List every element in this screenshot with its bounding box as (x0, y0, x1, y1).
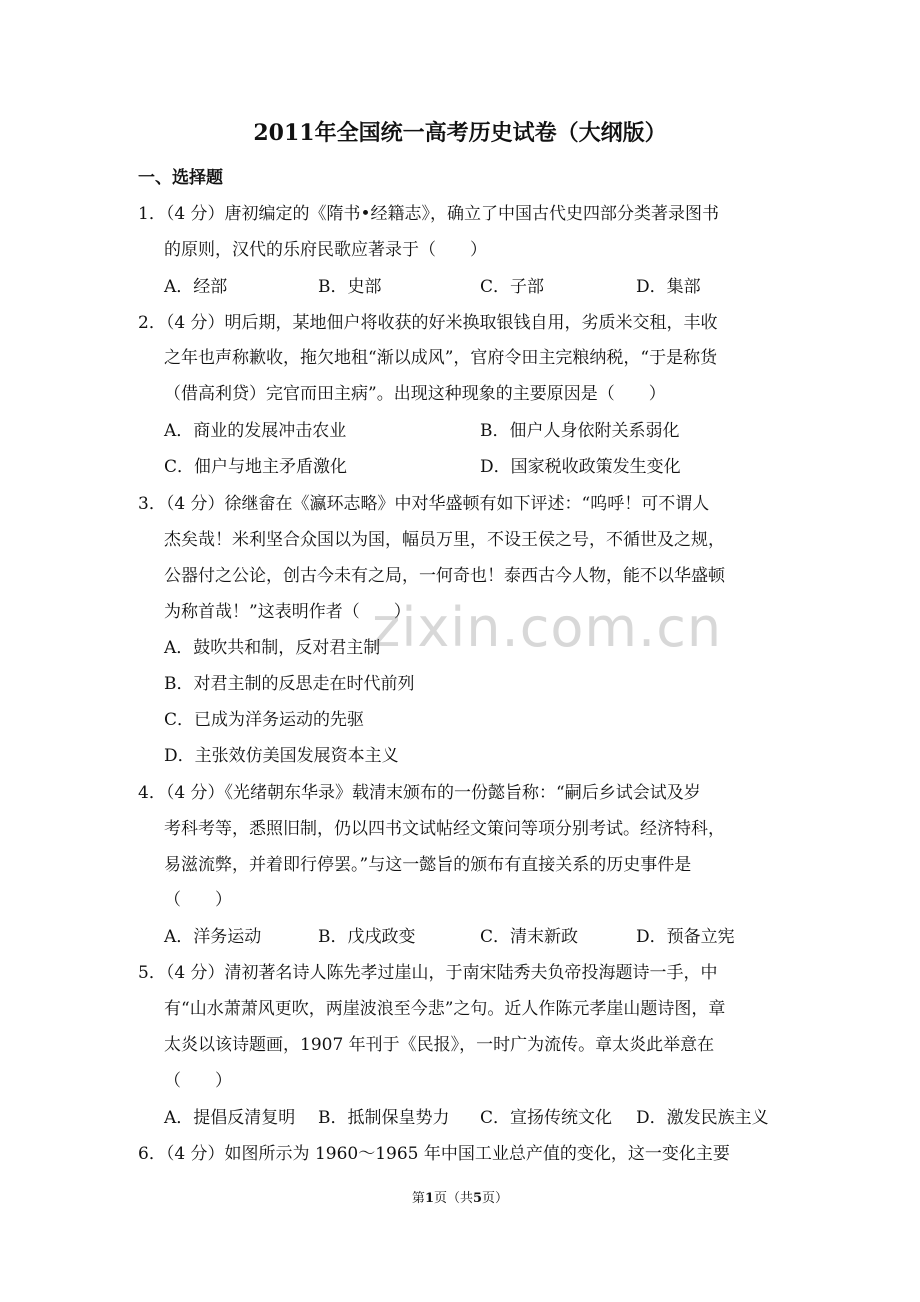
question-4-line-4: （ ） (164, 890, 232, 910)
question-4-option-b: B．戊戌政变 (318, 927, 416, 947)
question-1-line-2: 的原则，汉代的乐府民歌应著录于（ ） (164, 240, 487, 260)
question-1-option-d: D．集部 (636, 277, 701, 297)
page-footer (0, 1190, 920, 1208)
question-3-line-3: 公器付之公论，创古今未有之局，一何奇也！泰西古今人物，能不以华盛顿 (164, 566, 725, 586)
page-total: 5 (473, 1191, 483, 1206)
question-5-line-3: 太炎以该诗题画，1907 年刊于《民报》，一时广为流传。章太炎此举意在 (164, 1035, 715, 1055)
question-2-option-b: B．佃户人身依附关系弱化 (480, 421, 680, 441)
question-6-line-1: 6．（4 分）如图所示为 1960～1965 年中国工业总产值的变化，这一变化主要 (138, 1144, 730, 1164)
question-4-option-d: D．预备立宪 (636, 927, 735, 947)
question-4-line-1: 4．（4 分）《光绪朝东华录》载清末颁布的一份懿旨称：“嗣后乡试会试及岁 (138, 783, 701, 803)
question-2-line-1: 2．（4 分）明后期，某地佃户将收获的好米换取银钱自用，劣质米交租，丰收 (138, 313, 718, 333)
question-4-option-c: C．清末新政 (480, 927, 579, 947)
section-heading: 一、选择题 (138, 168, 223, 188)
exam-title: 2011年全国统一高考历史试卷（大纲版） (253, 120, 667, 146)
question-2-line-3: （借高利贷）完官而田主病”。出现这种现象的主要原因是（ ） (164, 384, 666, 404)
question-5-option-b: B．抵制保皇势力 (318, 1108, 450, 1128)
question-3-line-2: 杰矣哉！米利坚合众国以为国，幅员万里，不设王侯之号，不循世及之规， (164, 530, 725, 550)
question-1-option-a: A．经部 (164, 277, 228, 297)
question-5-line-2: 有“山水萧萧风更吹，两崖波浪至今悲”之句。近人作陈元孝崖山题诗图，章 (164, 999, 726, 1019)
question-5-line-4: （ ） (164, 1071, 232, 1091)
question-1-option-c: C．子部 (480, 277, 545, 297)
footer-prefix: 第 (411, 1191, 425, 1206)
question-5-option-c: C．宣扬传统文化 (480, 1108, 613, 1128)
page-number: 1 (424, 1191, 434, 1206)
question-3-line-4: 为称首哉！”这表明作者（ ） (164, 602, 411, 622)
footer-middle: 页（共 (433, 1191, 473, 1206)
watermark: zixin.com.cn (372, 596, 723, 659)
question-2-option-d: D．国家税收政策发生变化 (480, 457, 681, 477)
question-5-line-1: 5．（4 分）清初著名诗人陈先孝过崖山，于南宋陆秀夫负帝投海题诗一手，中 (138, 963, 718, 983)
question-3-line-1: 3．（4 分）徐继畲在《瀛环志略》中对华盛顿有如下评述：“呜呼！可不谓人 (138, 494, 710, 514)
question-4-line-2: 考科考等，悉照旧制，仍以四书文试帖经文策问等项分别考试。经济特科， (164, 819, 725, 839)
question-5-option-d: D．激发民族主义 (636, 1108, 769, 1128)
question-4-line-3: 易滋流弊，并着即行停罢。”与这一懿旨的颁布有直接关系的历史事件是 (164, 855, 692, 875)
question-2-option-a: A．商业的发展冲击农业 (164, 421, 347, 441)
question-3-option-b: B．对君主制的反思走在时代前列 (164, 674, 415, 694)
footer-suffix: 页） (482, 1191, 509, 1206)
question-3-option-c: C．已成为洋务运动的先驱 (164, 710, 365, 730)
question-2-line-2: 之年也声称歉收，拖欠地租“渐以成风”，官府令田主完粮纳税，“于是称货 (164, 348, 718, 368)
question-5-option-a: A．提倡反清复明 (164, 1108, 296, 1128)
question-1-line-1: 1．（4 分）唐初编定的《隋书•经籍志》，确立了中国古代史四部分类著录图书 (138, 204, 720, 224)
question-1-option-b: B．史部 (318, 277, 382, 297)
question-3-option-a: A．鼓吹共和制，反对君主制 (164, 638, 381, 658)
question-4-option-a: A．洋务运动 (164, 927, 262, 947)
question-2-option-c: C．佃户与地主矛盾激化 (164, 457, 348, 477)
question-3-option-d: D．主张效仿美国发展资本主义 (164, 746, 399, 766)
